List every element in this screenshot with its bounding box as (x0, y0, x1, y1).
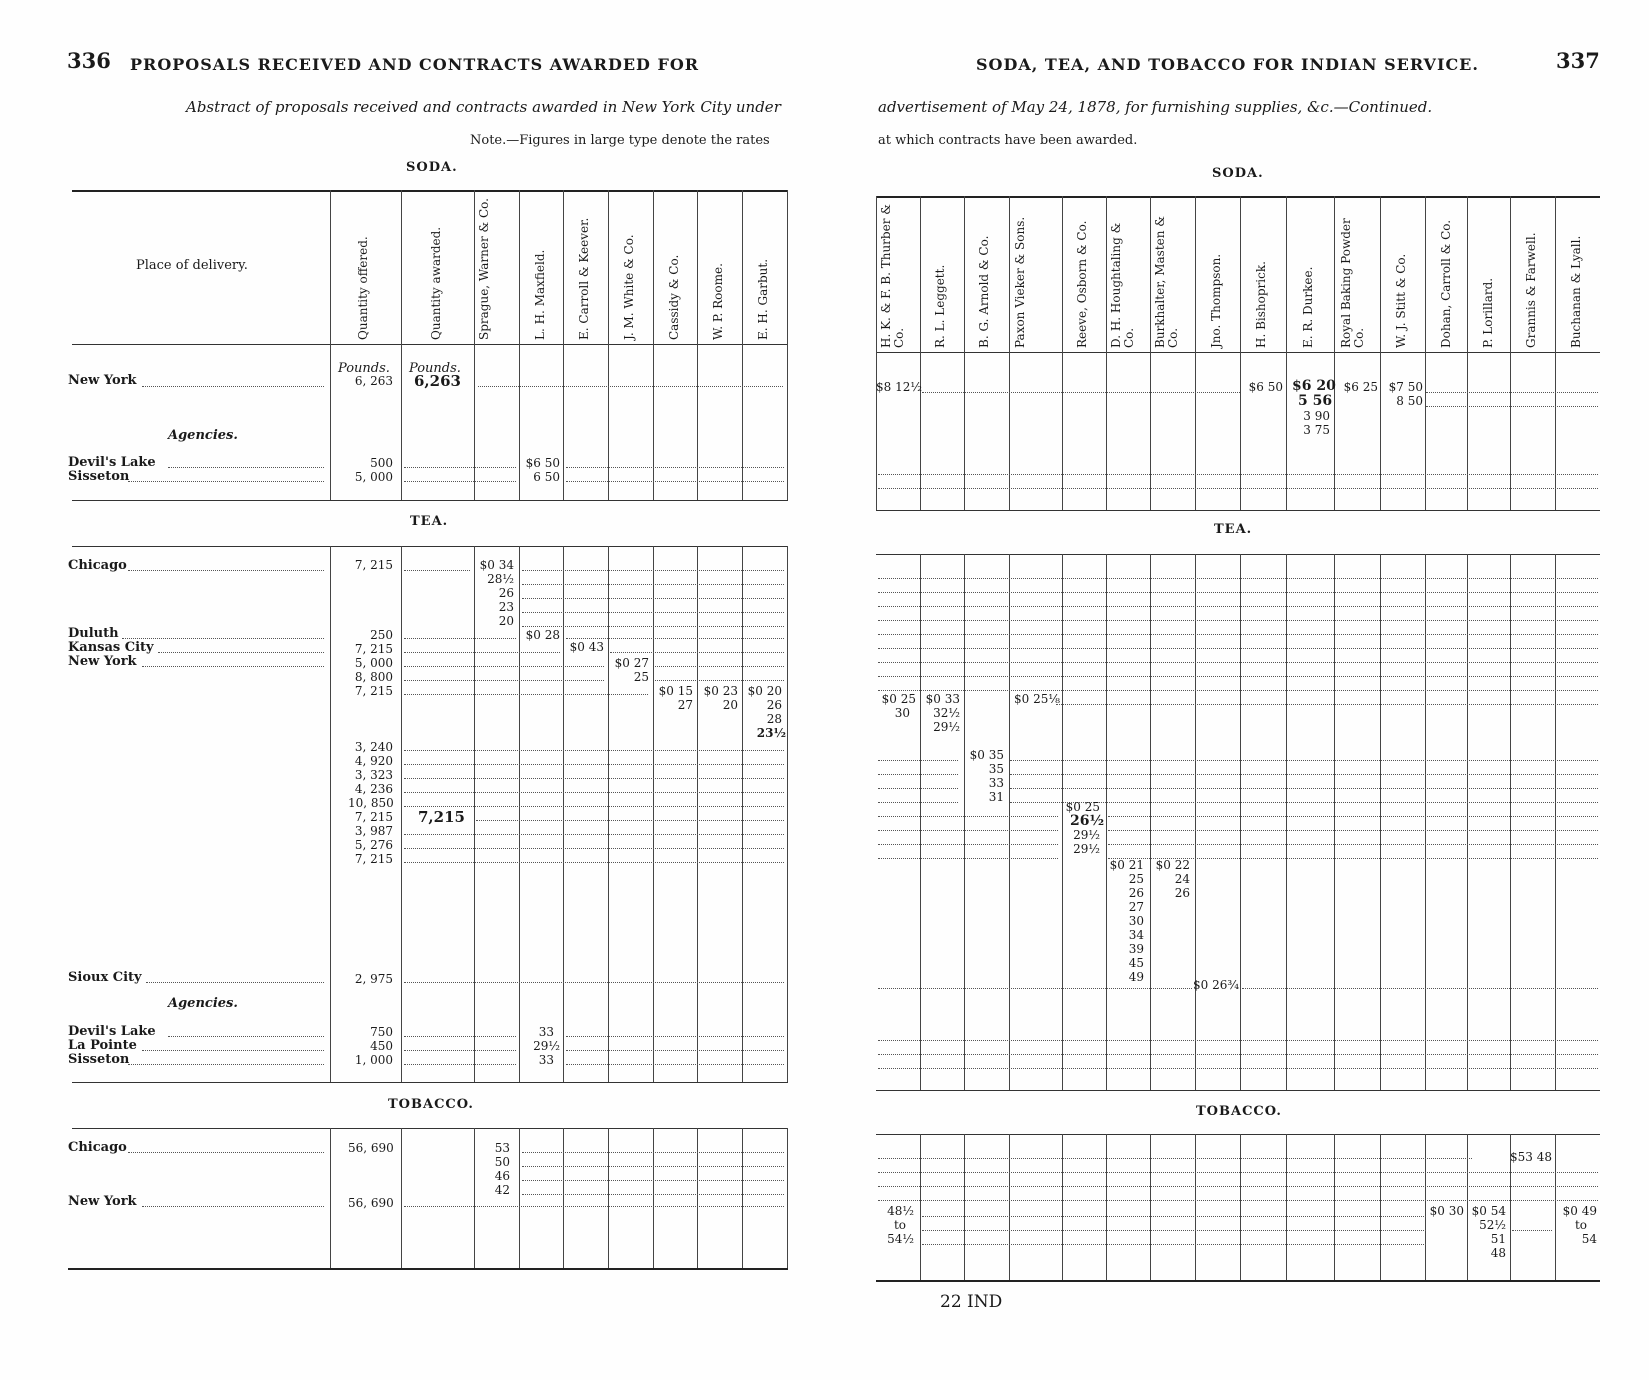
tea-thurber-1: $0 25 (881, 692, 916, 706)
col-lorillard: P. Lorillard. (1481, 277, 1495, 348)
tea-paxon: $0 25⅛ (1014, 692, 1060, 706)
tob-thurber-3: 54½ (887, 1232, 914, 1246)
units-awarded: Pounds. (409, 361, 461, 376)
soda-sis-maxfield: 6 50 (533, 470, 560, 484)
tea-dl-offered: 750 (370, 1025, 393, 1039)
tea-chicago-sprague-1: $0 34 (479, 558, 514, 572)
left-subtitle: Abstract of proposals received and contracts awarded in New York City under (186, 98, 781, 116)
tea-leggett-2: 32½ (933, 706, 960, 720)
tea-offered-row: 4, 236 (354, 782, 393, 796)
right-note: at which contracts have been awarded. (878, 133, 1138, 148)
tob-ny-offered: 56, 690 (348, 1196, 394, 1210)
tob-lorillard-1: $0 54 (1471, 1204, 1506, 1218)
tea-la-pointe: La Pointe (68, 1038, 137, 1053)
tea-sisseton: Sisseton (68, 1052, 130, 1067)
tea-kansas-city: Kansas City (68, 640, 154, 655)
tea-hough-7: 39 (1128, 942, 1144, 956)
tea-chicago-sprague-2: 28½ (487, 572, 514, 586)
tea-ny-white-1: $0 27 (614, 656, 649, 670)
tob-lorillard-4: 48 (1490, 1246, 1506, 1260)
tea-burk-1: $0 22 (1155, 858, 1190, 872)
left-section-tobacco: TOBACCO. (388, 1097, 474, 1112)
tea-offered-row: 3, 987 (354, 824, 393, 838)
col-reeve: Reeve, Osborn & Co. (1075, 220, 1089, 348)
col-thompson: Jno. Thompson. (1209, 253, 1223, 348)
tea-7215a-offered: 7, 215 (354, 684, 393, 698)
col-garbut: E. H. Garbut. (756, 258, 770, 340)
tea-agencies: Agencies. (168, 996, 238, 1011)
tea-duluth-maxfield: $0 28 (525, 628, 560, 642)
soda-durkee-3: 3 90 (1303, 409, 1330, 423)
tea-burk-3: 26 (1174, 886, 1190, 900)
col-carroll-keever: E. Carroll & Keever. (577, 217, 591, 340)
soda-durkee-2: 5 56 (1298, 393, 1333, 409)
left-note: Note.—Figures in large type denote the rates (470, 133, 770, 148)
soda-new-york: New York (68, 373, 137, 388)
left-running-head: PROPOSALS RECEIVED AND CONTRACTS AWARDED FOR (130, 55, 700, 74)
col-cassidy: Cassidy & Co. (667, 254, 681, 340)
tea-dl-maxfield: 33 (538, 1025, 554, 1039)
soda-thurber: $8 12½ (876, 380, 922, 394)
tea-hough-9: 49 (1128, 970, 1144, 984)
soda-durkee-4: 3 75 (1303, 423, 1330, 437)
tea-leggett-3: 29½ (933, 720, 960, 734)
col-roome: W. P. Roome. (711, 263, 725, 340)
tea-chicago-sprague-5: 20 (498, 614, 514, 628)
col-leggett: R. L. Leggett. (933, 264, 947, 348)
tea-offered-row: 7, 215 (354, 810, 393, 824)
tea-lp-offered: 450 (370, 1039, 393, 1053)
soda-royal: $6 25 (1343, 380, 1378, 394)
col-sprague-warner: Sprague, Warner & Co. (477, 197, 491, 340)
tea-sis-maxfield: 33 (538, 1053, 554, 1067)
soda-bishoprick: $6 50 (1248, 380, 1283, 394)
tea-kc-carroll: $0 43 (569, 640, 604, 654)
soda-stitt-2: 8 50 (1396, 394, 1423, 408)
tea-reeve-big: 26½ (1070, 813, 1105, 829)
tea-arnold-2: 35 (988, 762, 1004, 776)
tea-leggett-1: $0 33 (925, 692, 960, 706)
col-quantity-awarded: Quantity awarded. (429, 226, 443, 340)
soda-sis-offered: 5, 000 (354, 470, 393, 484)
right-running-head: SODA, TEA, AND TOBACCO FOR INDIAN SERVICE. (976, 55, 1479, 74)
tea-hough-1: $0 21 (1109, 858, 1144, 872)
tob-lorillard-2: 52½ (1479, 1218, 1506, 1232)
tea-kc-offered: 7, 215 (354, 642, 393, 656)
tea-sioux-offered: 2, 975 (354, 972, 393, 986)
col-burkhalter: Burkhalter, Masten & Co. (1153, 216, 1180, 348)
soda-ny-awarded: 6,263 (414, 372, 461, 390)
tea-chicago-sprague-4: 23 (498, 600, 514, 614)
col-white: J. M. White & Co. (622, 234, 636, 340)
tob-buchanan-1: $0 49 (1562, 1204, 1597, 1218)
tea-hough-8: 45 (1128, 956, 1144, 970)
tob-buchanan-3: 54 (1581, 1232, 1597, 1246)
tea-duluth-offered: 250 (370, 628, 393, 642)
tea-hough-5: 30 (1128, 914, 1144, 928)
tea-thompson: $0 26¾ (1193, 978, 1239, 992)
tob-sprague-2: 50 (494, 1155, 510, 1169)
tea-duluth: Duluth (68, 626, 119, 641)
tob-sprague-4: 42 (494, 1183, 510, 1197)
tea-roome-1: $0 23 (703, 684, 738, 698)
col-dohan: Dohan, Carroll & Co. (1439, 219, 1453, 348)
tob-chicago: Chicago (68, 1140, 127, 1155)
tea-burk-2: 24 (1174, 872, 1190, 886)
tea-garbut-2: 26 (766, 698, 782, 712)
tob-dohan: $0 30 (1429, 1204, 1464, 1218)
tea-sis-offered: 1, 000 (354, 1053, 393, 1067)
col-arnold: B. G. Arnold & Co. (977, 235, 991, 348)
tea-offered-row: 3, 323 (354, 768, 393, 782)
tea-garbut-4: 23½ (756, 726, 786, 740)
soda-ny-offered: 6, 263 (354, 374, 393, 388)
col-buchanan: Buchanan & Lyall. (1569, 235, 1583, 348)
right-subtitle: advertisement of May 24, 1878, for furnishing supplies, &c.—Continued. (878, 98, 1433, 116)
right-section-soda: SODA. (1212, 166, 1264, 181)
col-bishoprick: H. Bishoprick. (1254, 261, 1268, 348)
tob-buchanan-2: to (1574, 1218, 1587, 1232)
tea-hough-2: 25 (1128, 872, 1144, 886)
soda-devils-lake: Devil's Lake (68, 455, 156, 470)
left-section-soda: SODA. (406, 160, 458, 175)
tea-offered-row: 3, 240 (354, 740, 393, 754)
left-page-number: 336 (67, 48, 111, 73)
tea-roome-2: 20 (722, 698, 738, 712)
tea-sioux-city: Sioux City (68, 970, 142, 985)
tob-thurber-1: 48½ (887, 1204, 914, 1218)
tea-reeve-4: 29½ (1073, 842, 1100, 856)
right-page-number: 337 (1556, 48, 1600, 73)
units-offered: Pounds. (338, 361, 390, 376)
tob-sprague-3: 46 (494, 1169, 510, 1183)
col-thurber: H. K. & F. B. Thurber & Co. (879, 204, 906, 348)
soda-durkee-1: $6 20 (1292, 378, 1336, 394)
col-maxfield: L. H. Maxfield. (533, 249, 547, 340)
tob-thurber-2: to (893, 1218, 906, 1232)
tea-cassidy-2: 27 (677, 698, 693, 712)
col-quantity-offered: Quantity offered. (356, 236, 370, 340)
col-houghtaling: D. H. Houghtaling & Co. (1109, 222, 1136, 348)
tea-thurber-2: 30 (894, 706, 910, 720)
col-paxon: Paxon Vieker & Sons. (1013, 216, 1027, 348)
tob-new-york: New York (68, 1194, 137, 1209)
right-section-tobacco: TOBACCO. (1196, 1104, 1282, 1119)
tea-arnold-4: 31 (988, 790, 1004, 804)
tea-reeve-1: $0 25 (1065, 800, 1100, 814)
tea-ny-offered: 5, 000 (354, 656, 393, 670)
col-durkee: E. R. Durkee. (1301, 266, 1315, 348)
tea-garbut-1: $0 20 (747, 684, 782, 698)
tob-lorillard-3: 51 (1490, 1232, 1506, 1246)
tea-hough-3: 26 (1128, 886, 1144, 900)
tob-grannis: $53 48 (1510, 1150, 1552, 1164)
tea-8800-offered: 8, 800 (354, 670, 393, 684)
soda-stitt-1: $7 50 (1388, 380, 1423, 394)
tob-sprague-1: 53 (494, 1141, 510, 1155)
soda-sisseton: Sisseton (68, 469, 130, 484)
tob-chicago-offered: 56, 690 (348, 1141, 394, 1155)
tea-arnold-3: 33 (988, 776, 1004, 790)
tea-lp-maxfield: 29½ (533, 1039, 560, 1053)
col-stitt: W. J. Stitt & Co. (1394, 253, 1408, 348)
tea-ny-white-2: 25 (633, 670, 649, 684)
tea-hough-4: 27 (1128, 900, 1144, 914)
col-grannis: Grannis & Farwell. (1524, 232, 1538, 348)
tea-offered-row: 7, 215 (354, 852, 393, 866)
soda-agencies: Agencies. (168, 428, 238, 443)
soda-dl-offered: 500 (370, 456, 393, 470)
tea-chicago-sprague-3: 26 (498, 586, 514, 600)
tea-offered-row: 5, 276 (354, 838, 393, 852)
tea-chicago: Chicago (68, 558, 127, 573)
tea-devils-lake: Devil's Lake (68, 1024, 156, 1039)
tea-arnold-1: $0 35 (969, 748, 1004, 762)
signature-mark: 22 IND (940, 1292, 1003, 1312)
tea-offered-row: 4, 920 (354, 754, 393, 768)
col-royal-baking: Royal Baking Powder Co. (1339, 218, 1366, 348)
tea-reeve-3: 29½ (1073, 828, 1100, 842)
tea-awarded-big: 7,215 (418, 808, 465, 826)
tea-new-york: New York (68, 654, 137, 669)
tea-cassidy-1: $0 15 (658, 684, 693, 698)
soda-dl-maxfield: $6 50 (525, 456, 560, 470)
tea-hough-6: 34 (1128, 928, 1144, 942)
place-of-delivery-header: Place of delivery. (136, 258, 248, 273)
tea-offered-row: 10, 850 (348, 796, 394, 810)
left-section-tea: TEA. (410, 514, 449, 529)
right-section-tea: TEA. (1214, 522, 1253, 537)
tea-chicago-offered: 7, 215 (354, 558, 393, 572)
tea-garbut-3: 28 (766, 712, 782, 726)
